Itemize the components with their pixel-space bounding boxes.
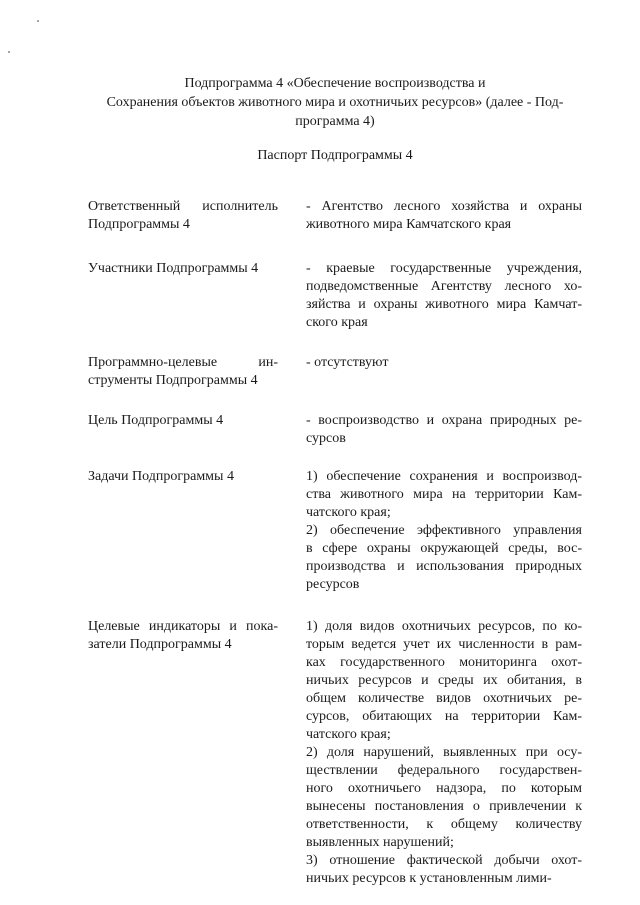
- row-value-line: - Агентство лесного хозяйства и охраны: [306, 199, 582, 214]
- row-label-line: Задачи Подпрограммы 4: [88, 469, 234, 484]
- scan-speck: [37, 20, 39, 22]
- row-label-line: Участники Подпрограммы 4: [88, 261, 259, 276]
- passport-row: [88, 412, 582, 448]
- row-label-line: Подпрограммы 4: [88, 217, 190, 232]
- row-value-line: выявленных нарушений;: [306, 835, 454, 850]
- row-value-line: чатского края;: [306, 505, 391, 520]
- row-value-line: - краевые государственные учреждения,: [306, 261, 582, 276]
- row-value-line: ного охотничьего надзора, по которым: [306, 781, 582, 796]
- row-value-line: зяйства и охраны животного мира Камчат-: [306, 297, 582, 312]
- row-label: [88, 198, 278, 234]
- heading-line: Сохранения объектов животного мира и охотничьих ресурсов» (далее - Под-: [106, 95, 564, 110]
- row-value-line: ках государственного мониторинга охот-: [306, 655, 582, 670]
- row-label-line: затели Подпрограммы 4: [88, 637, 232, 652]
- passport-row: [88, 260, 582, 332]
- passport-table: [88, 198, 582, 888]
- passport-row: [88, 198, 582, 234]
- row-value: [306, 198, 582, 234]
- row-value-line: 3) отношение фактической добычи охот-: [306, 853, 582, 868]
- row-value-line: 2) обеспечение эффективного управления: [306, 523, 582, 538]
- row-value: [306, 468, 582, 594]
- passport-title: Паспорт Подпрограммы 4: [257, 148, 413, 163]
- row-value-line: ничьих ресурсов к установленным лими-: [306, 871, 552, 886]
- row-value-line: торым ведется учет их численности в рам-: [306, 637, 582, 652]
- passport-row: [88, 468, 582, 594]
- row-label-line: Ответственный исполнитель: [88, 199, 278, 214]
- row-label-line: струменты Подпрограммы 4: [88, 373, 258, 388]
- row-label: [88, 354, 278, 390]
- row-value-line: сурсов: [306, 431, 346, 446]
- heading-line: программа 4): [295, 114, 375, 129]
- row-value: [306, 354, 582, 372]
- row-label-line: Цель Подпрограммы 4: [88, 413, 224, 428]
- row-value-line: чатского края;: [306, 727, 391, 742]
- row-value-line: ответственности, к общему количеству: [306, 817, 582, 832]
- row-value-line: ществлении федерального государствен-: [306, 763, 582, 778]
- row-value-line: подведомственные Агентству лесного хо-: [306, 279, 582, 294]
- passport-row: [88, 618, 582, 888]
- row-value-line: животного мира Камчатского края: [306, 217, 512, 232]
- row-value-line: - отсутствуют: [306, 355, 389, 370]
- row-value-line: ства животного мира на территории Кам-: [306, 487, 582, 502]
- row-value-line: общем количестве видов охотничьих ре-: [306, 691, 582, 706]
- row-label-line: Целевые индикаторы и пока-: [88, 619, 278, 634]
- row-value-line: ского края: [306, 315, 368, 330]
- row-value-line: - воспроизводство и охрана природных ре-: [306, 413, 582, 428]
- row-label: [88, 468, 278, 486]
- scan-speck: [8, 51, 10, 53]
- row-value-line: вынесены постановления о привлечении к: [306, 799, 582, 814]
- row-value: [306, 412, 582, 448]
- row-label: [88, 618, 278, 654]
- row-label: [88, 260, 278, 278]
- row-label-line: Программно-целевые ин-: [88, 355, 278, 370]
- row-value: [306, 260, 582, 332]
- heading-line: Подпрограмма 4 «Обеспечение воспроизводства и: [184, 76, 486, 91]
- row-value-line: в сфере охраны окружающей среды, вос-: [306, 541, 582, 556]
- row-value-line: ничьих ресурсов и среды их обитания, в: [306, 673, 582, 688]
- row-value-line: сурсов, обитающих на территории Кам-: [306, 709, 582, 724]
- row-value: [306, 618, 582, 888]
- row-value-line: 2) доля нарушений, выявленных при осу-: [306, 745, 582, 760]
- row-value-line: производства и использования природных: [306, 559, 582, 574]
- passport-row: [88, 354, 582, 390]
- row-value-line: 1) доля видов охотничьих ресурсов, по ко-: [306, 619, 582, 634]
- row-value-line: 1) обеспечение сохранения и воспроизвод-: [306, 469, 582, 484]
- document-heading: [80, 74, 590, 131]
- row-value-line: ресурсов: [306, 577, 360, 592]
- row-label: [88, 412, 278, 430]
